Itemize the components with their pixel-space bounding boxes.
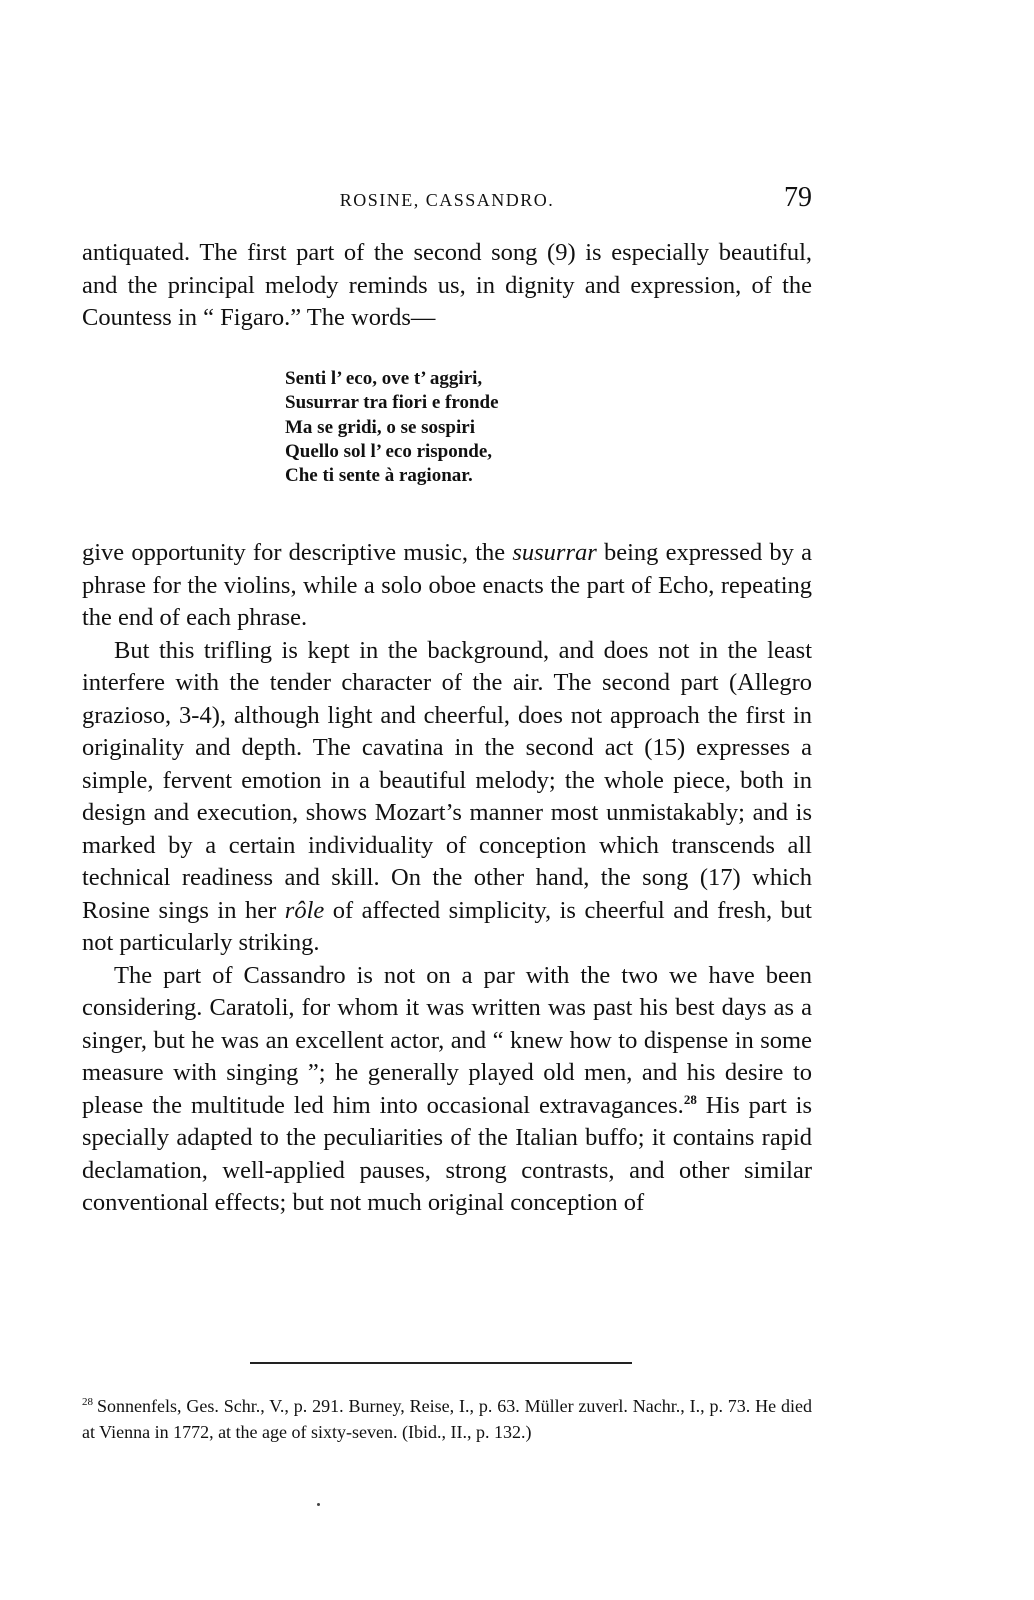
italic-term: rôle bbox=[284, 896, 325, 924]
intro-text: antiquated. The first part of the second song (9) is especially beautiful, and the principal melody reminds us, in dignity and expression, of the Countess in “ Figaro.” The words— bbox=[82, 239, 812, 331]
footnote-text: Sonnenfels, Ges. Schr., V., p. 291. Burney, Reise, I., p. 63. Müller zuverl. Nachr., I., p. 73. He died at Vienna in 1772, at the age of sixty-seven. (Ibid., II., p. 132.) bbox=[82, 1396, 812, 1442]
running-head bbox=[82, 182, 812, 218]
paragraph-text: But this trifling is kept in the background, and does not in the least interfere with the tender character of the air. The second part (Allegro grazioso, 3-4), although light and cheerful, does not approach the first in originality and depth. The cavatina in the second act (15) expresses a simple, fervent emotion in a beautiful melody; the whole piece, both in design and execution, shows Mozart’s manner most unmistakably; and is marked by a certain individuality of conception which transcends all technical readiness and skill. On the other hand, the song (17) which Rosine sings in her bbox=[82, 636, 812, 924]
paragraph-text: being expressed by a phrase for the violins, while a solo oboe enacts the part of Echo, repeating the end of each phrase. bbox=[82, 539, 812, 631]
verse-line: Che ti sente à ragionar. bbox=[285, 465, 473, 487]
intro-paragraph bbox=[82, 237, 812, 335]
verse-line: Senti l’ eco, ove t’ aggiri, bbox=[285, 368, 483, 389]
paragraph-text: The part of Cassandro is not on a par with the two we have been considering. Caratoli, for whom it was written was past his best days as a singer, but he was an excellent actor, and “ knew how to dispense in some measure with singing ”; he generally played old men, and his desire to please the multitude led him into occasional extravagances. bbox=[82, 961, 812, 1119]
paragraph-cassandro bbox=[82, 960, 812, 1220]
verse-line: Quello sol l’ eco risponde, bbox=[285, 440, 493, 462]
verse-line: Ma se gridi, o se sospiri bbox=[285, 416, 475, 438]
page-number: 79 bbox=[784, 182, 812, 213]
footnote bbox=[82, 1393, 812, 1445]
print-speck bbox=[317, 1503, 320, 1506]
footnote-divider bbox=[250, 1362, 632, 1364]
paragraph-trifling bbox=[82, 635, 812, 960]
verse-quotation bbox=[285, 367, 499, 488]
paragraph-echo bbox=[82, 537, 812, 635]
paragraph-text: of affected simplicity, is cheerful and fresh, but not particularly striking. bbox=[82, 896, 812, 956]
main-text bbox=[82, 537, 812, 1220]
paragraph-text: give opportunity for descriptive music, the bbox=[82, 539, 513, 566]
verse-line: Susurrar tra fiori e fronde bbox=[285, 392, 499, 414]
italic-term: susurrar bbox=[512, 539, 597, 566]
paragraph-text: His part is specially adapted to the peculiarities of the Italian buffo; it contains rapid declamation, well-applied pauses, strong contrasts, and other similar conventional effects; but not much original conception of bbox=[82, 1091, 812, 1216]
footnote-marker: 28 bbox=[82, 1396, 93, 1408]
running-title: ROSINE, CASSANDRO. bbox=[339, 190, 555, 210]
footnote-reference: 28 bbox=[683, 1091, 697, 1107]
